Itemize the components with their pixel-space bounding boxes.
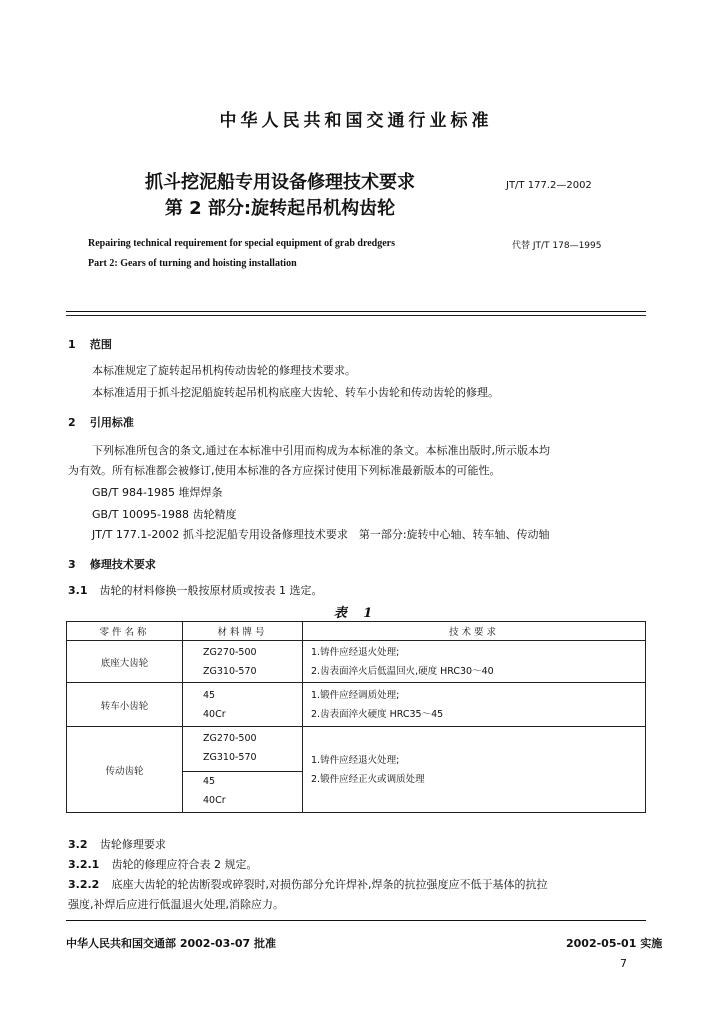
section-number: 1 xyxy=(68,338,76,351)
section-number: 3 xyxy=(68,558,76,571)
approval-note: 中华人民共和国交通部 2002-03-07 批准 xyxy=(66,937,277,950)
table-row xyxy=(67,727,646,813)
requirement-cell xyxy=(303,683,646,727)
clause-number: 3.2.2 xyxy=(68,878,100,891)
material-cell xyxy=(183,641,303,683)
reference-item: JT/T 177.1-2002 抓斗挖泥船专用设备修理技术要求 第一部分:旋转中心轴、转车轴、传动轴 xyxy=(92,528,550,541)
column-header: 技术要求 xyxy=(303,622,646,641)
part-name: 传动齿轮 xyxy=(67,727,183,813)
clause-number: 3.1 xyxy=(68,584,88,597)
material-grade: ZG310-570 xyxy=(203,665,257,677)
material-grade: 45 xyxy=(203,689,216,701)
table-caption: 表 1 xyxy=(333,606,379,621)
requirement-line: 1.铸件应经退火处理; xyxy=(311,646,400,658)
clause-3-2-2 xyxy=(68,876,548,892)
header-rule-top xyxy=(66,311,646,312)
material-grade: 40Cr xyxy=(203,708,226,720)
requirement-line: 2.齿表面淬火后低温回火,硬度 HRC30～40 xyxy=(311,665,494,677)
section-3-heading xyxy=(68,556,156,572)
document-title-line2: 第 2 部分:旋转起吊机构齿轮 xyxy=(164,198,396,219)
english-title-line1: Repairing technical requirement for special equipment of grab dredgers xyxy=(88,238,396,249)
clause-number: 3.2 xyxy=(68,838,88,851)
table-header-row xyxy=(67,622,646,641)
table-1 xyxy=(66,621,646,813)
english-title-line2: Part 2: Gears of turning and hoisting installation xyxy=(88,258,297,269)
requirement-cell xyxy=(303,641,646,683)
document-title-line1: 抓斗挖泥船专用设备修理技术要求 xyxy=(145,172,415,193)
footer-rule xyxy=(66,920,646,921)
section-title: 修理技术要求 xyxy=(89,558,156,571)
paragraph: 下列标准所包含的条文,通过在本标准中引用而构成为本标准的条文。本标准出版时,所示版本均 xyxy=(92,444,550,457)
standard-number: JT/T 177.2—2002 xyxy=(506,180,592,191)
page-number: 7 xyxy=(620,957,627,970)
requirement-line: 1.铸件应经退火处理; xyxy=(311,754,400,766)
column-header: 零件名称 xyxy=(67,622,183,641)
paragraph: 为有效。所有标准都会被修订,使用本标准的各方应探讨使用下列标准最新版本的可能性。 xyxy=(68,464,501,477)
clause-3-2-1 xyxy=(68,856,258,872)
table-row xyxy=(67,683,646,727)
paragraph: 本标准规定了旋转起吊机构传动齿轮的修理技术要求。 xyxy=(92,364,356,377)
reference-item: GB/T 10095-1988 齿轮精度 xyxy=(92,508,237,521)
part-name: 转车小齿轮 xyxy=(67,683,183,727)
material-cell xyxy=(183,683,303,727)
reference-item: GB/T 984-1985 堆焊焊条 xyxy=(92,486,223,499)
material-grade: 45 xyxy=(183,771,302,791)
material-grade: 40Cr xyxy=(203,795,226,806)
section-title: 范围 xyxy=(89,338,112,351)
header-rule-bottom xyxy=(66,315,646,316)
requirement-line: 2.锻件应经正火或调质处理 xyxy=(311,773,425,785)
table-row xyxy=(67,641,646,683)
material-grade: ZG270-500 xyxy=(203,646,257,658)
section-2-heading xyxy=(68,414,134,430)
requirement-cell xyxy=(303,727,646,813)
part-name: 底座大齿轮 xyxy=(67,641,183,683)
material-grade: ZG310-570 xyxy=(203,752,257,763)
section-number: 2 xyxy=(68,416,76,429)
column-header: 材料牌号 xyxy=(183,622,303,641)
clause-text: 齿轮的材料修换一般按原材质或按表 1 选定。 xyxy=(99,584,323,597)
section-1-heading xyxy=(68,336,112,352)
section-title: 引用标准 xyxy=(89,416,134,429)
clause-3-2 xyxy=(68,836,166,852)
clause-text: 底座大齿轮的轮齿断裂或碎裂时,对损伤部分允许焊补,焊条的抗拉强度应不低于基体的抗拉 xyxy=(111,878,548,891)
clause-text: 齿轮修理要求 xyxy=(99,838,166,851)
paragraph: 本标准适用于抓斗挖泥船旋转起吊机构底座大齿轮、转车小齿轮和传动齿轮的修理。 xyxy=(92,386,499,399)
material-cell xyxy=(183,727,303,813)
clause-text: 齿轮的修理应符合表 2 规定。 xyxy=(111,858,258,871)
requirement-line: 1.锻件应经调质处理; xyxy=(311,689,400,701)
paragraph: 强度,补焊后应进行低温退火处理,消除应力。 xyxy=(68,898,284,911)
requirement-line: 2.齿表面淬火硬度 HRC35～45 xyxy=(311,708,444,720)
material-grade: ZG270-500 xyxy=(203,733,257,744)
publisher-title: 中华人民共和国交通行业标准 xyxy=(219,111,493,131)
clause-number: 3.2.1 xyxy=(68,858,100,871)
replaces-note: 代替 JT/T 178—1995 xyxy=(512,241,602,251)
effective-date: 2002-05-01 实施 xyxy=(566,937,663,950)
